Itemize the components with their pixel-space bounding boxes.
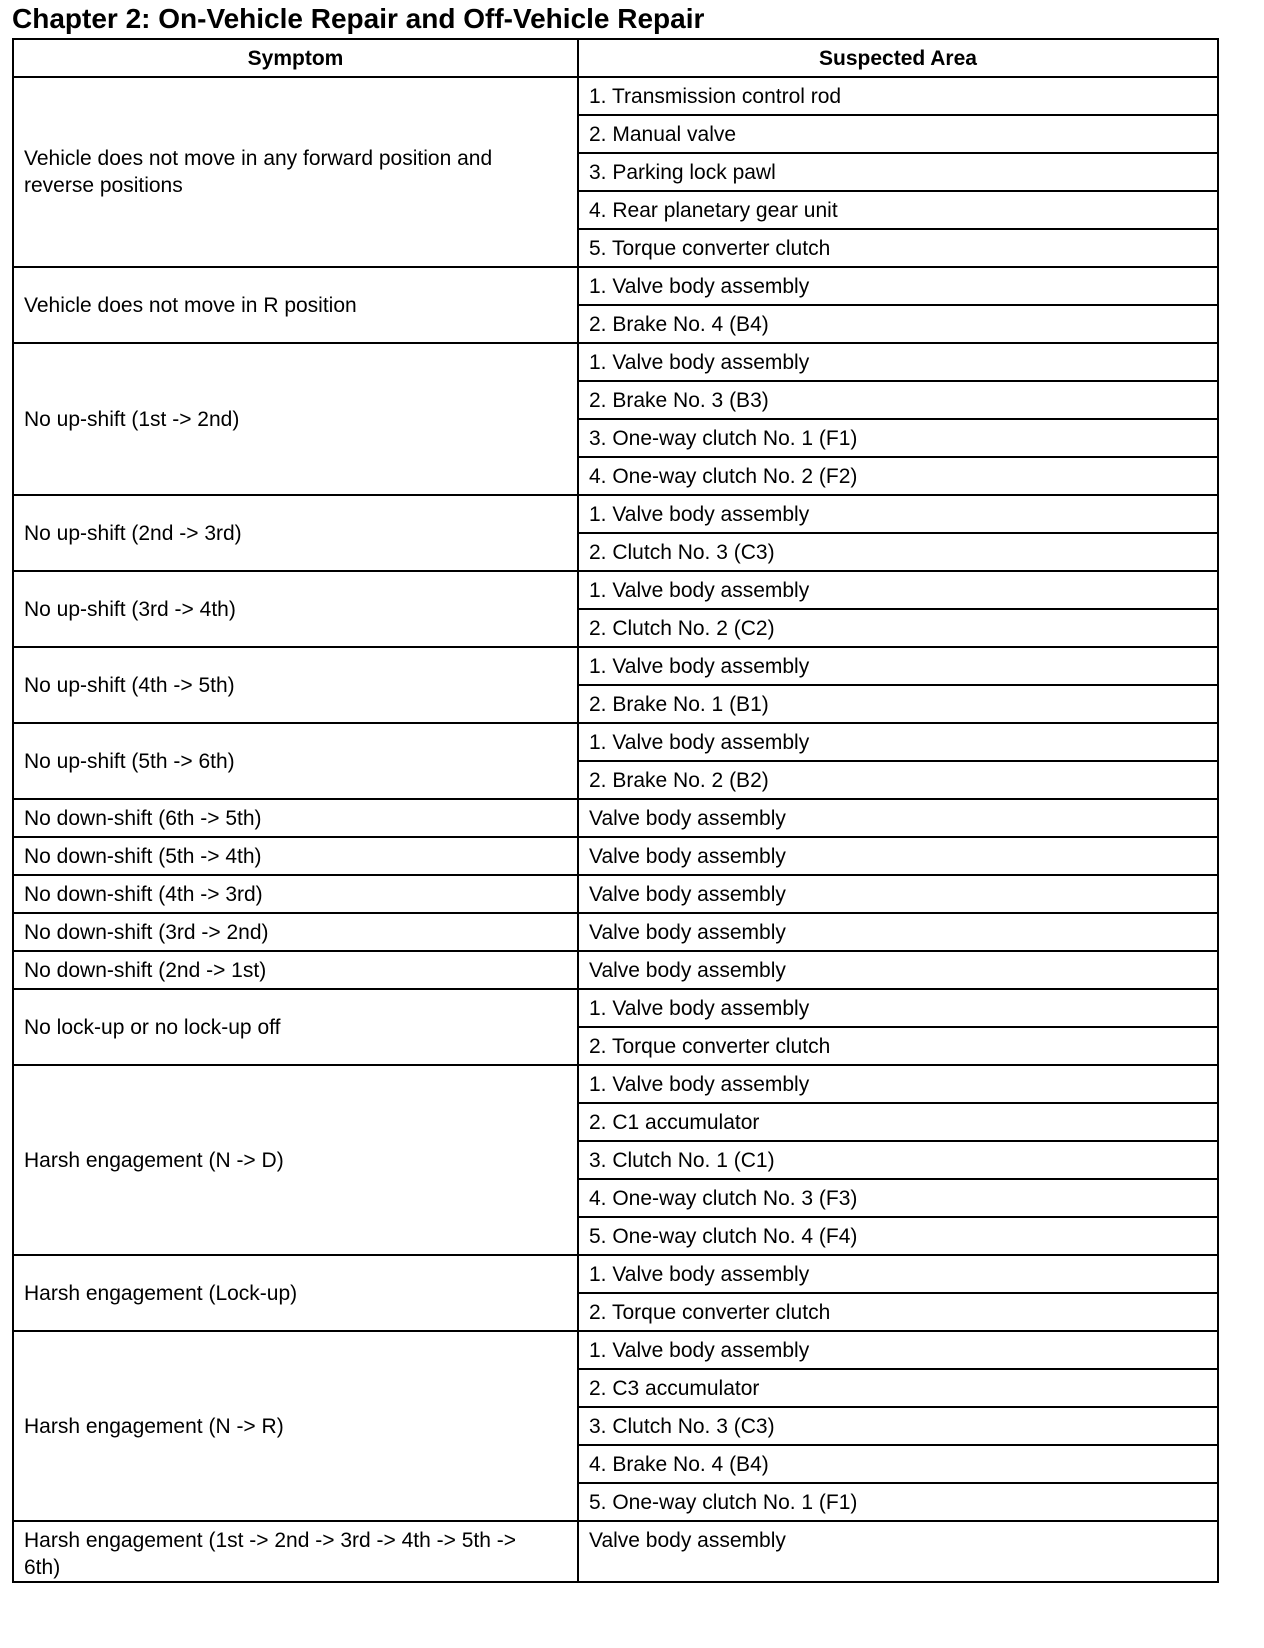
troubleshooting-table xyxy=(12,38,1219,1583)
suspected-area-cell: 4. One-way clutch No. 2 (F2) xyxy=(578,457,1218,495)
suspected-area-cell: 1. Valve body assembly xyxy=(578,1255,1218,1293)
page-title: Chapter 2: On-Vehicle Repair and Off-Vehicle Repair xyxy=(12,3,705,34)
symptom-cell: No up-shift (1st -> 2nd) xyxy=(13,343,578,495)
suspected-area-cell: Valve body assembly xyxy=(578,951,1218,989)
suspected-area-cell: 5. One-way clutch No. 1 (F1) xyxy=(578,1483,1218,1521)
suspected-area-cell: 1. Valve body assembly xyxy=(578,989,1218,1027)
suspected-area-cell: 5. Torque converter clutch xyxy=(578,229,1218,267)
suspected-area-cell: 4. One-way clutch No. 3 (F3) xyxy=(578,1179,1218,1217)
suspected-area-cell: Valve body assembly xyxy=(578,837,1218,875)
suspected-area-cell: 4. Brake No. 4 (B4) xyxy=(578,1445,1218,1483)
suspected-area-cell: 4. Rear planetary gear unit xyxy=(578,191,1218,229)
suspected-area-cell: 2. Brake No. 1 (B1) xyxy=(578,685,1218,723)
suspected-area-cell: 1. Transmission control rod xyxy=(578,77,1218,115)
symptom-cell: Vehicle does not move in any forward position and reverse positions xyxy=(13,77,578,267)
symptom-cell: No up-shift (3rd -> 4th) xyxy=(13,571,578,647)
table-row xyxy=(13,951,1218,989)
symptom-cell: Harsh engagement (1st -> 2nd -> 3rd -> 4th -> 5th -> 6th) xyxy=(13,1521,578,1582)
symptom-cell: Vehicle does not move in R position xyxy=(13,267,578,343)
symptom-cell: No down-shift (2nd -> 1st) xyxy=(13,951,578,989)
table-row xyxy=(13,1065,1218,1103)
suspected-area-cell: Valve body assembly xyxy=(578,875,1218,913)
table-body xyxy=(13,77,1218,1582)
suspected-area-cell: 1. Valve body assembly xyxy=(578,571,1218,609)
table-row xyxy=(13,799,1218,837)
suspected-area-cell: 2. Torque converter clutch xyxy=(578,1027,1218,1065)
suspected-area-cell: 2. Clutch No. 3 (C3) xyxy=(578,533,1218,571)
table-row xyxy=(13,647,1218,685)
symptom-column-header: Symptom xyxy=(13,39,578,77)
symptom-cell: No up-shift (2nd -> 3rd) xyxy=(13,495,578,571)
table-row xyxy=(13,875,1218,913)
table-row xyxy=(13,989,1218,1027)
symptom-cell: No down-shift (6th -> 5th) xyxy=(13,799,578,837)
suspected-area-cell: 1. Valve body assembly xyxy=(578,647,1218,685)
table-header-row xyxy=(13,39,1218,77)
symptom-cell: No lock-up or no lock-up off xyxy=(13,989,578,1065)
suspected-area-cell: 2. Brake No. 4 (B4) xyxy=(578,305,1218,343)
table-row xyxy=(13,1331,1218,1369)
symptom-cell: No down-shift (4th -> 3rd) xyxy=(13,875,578,913)
suspected-area-cell: 2. Brake No. 2 (B2) xyxy=(578,761,1218,799)
suspected-area-cell: 2. Clutch No. 2 (C2) xyxy=(578,609,1218,647)
suspected-area-cell: 3. One-way clutch No. 1 (F1) xyxy=(578,419,1218,457)
symptom-cell: No down-shift (3rd -> 2nd) xyxy=(13,913,578,951)
table-row xyxy=(13,343,1218,381)
suspected-area-cell: 1. Valve body assembly xyxy=(578,343,1218,381)
suspected-area-cell: 1. Valve body assembly xyxy=(578,723,1218,761)
suspected-area-cell: 3. Clutch No. 3 (C3) xyxy=(578,1407,1218,1445)
suspected-area-cell: 1. Valve body assembly xyxy=(578,1065,1218,1103)
table-row xyxy=(13,913,1218,951)
suspected-area-cell: 2. C3 accumulator xyxy=(578,1369,1218,1407)
symptom-cell: Harsh engagement (Lock-up) xyxy=(13,1255,578,1331)
symptom-cell: No down-shift (5th -> 4th) xyxy=(13,837,578,875)
suspected-area-cell: 3. Clutch No. 1 (C1) xyxy=(578,1141,1218,1179)
symptom-cell: Harsh engagement (N -> R) xyxy=(13,1331,578,1521)
table-row xyxy=(13,1255,1218,1293)
table-row xyxy=(13,837,1218,875)
suspected-area-cell: Valve body assembly xyxy=(578,1521,1218,1582)
suspected-area-cell: 1. Valve body assembly xyxy=(578,1331,1218,1369)
symptom-cell: No up-shift (4th -> 5th) xyxy=(13,647,578,723)
table-row xyxy=(13,723,1218,761)
suspected-area-column-header: Suspected Area xyxy=(578,39,1218,77)
suspected-area-cell: 2. Brake No. 3 (B3) xyxy=(578,381,1218,419)
suspected-area-cell: 3. Parking lock pawl xyxy=(578,153,1218,191)
suspected-area-cell: 2. Manual valve xyxy=(578,115,1218,153)
table-row xyxy=(13,267,1218,305)
table-row xyxy=(13,77,1218,115)
suspected-area-cell: Valve body assembly xyxy=(578,799,1218,837)
suspected-area-cell: 1. Valve body assembly xyxy=(578,267,1218,305)
table-row xyxy=(13,495,1218,533)
table-row xyxy=(13,571,1218,609)
symptom-cell: No up-shift (5th -> 6th) xyxy=(13,723,578,799)
symptom-cell: Harsh engagement (N -> D) xyxy=(13,1065,578,1255)
suspected-area-cell: 5. One-way clutch No. 4 (F4) xyxy=(578,1217,1218,1255)
suspected-area-cell: 2. C1 accumulator xyxy=(578,1103,1218,1141)
table-row xyxy=(13,1521,1218,1582)
suspected-area-cell: 2. Torque converter clutch xyxy=(578,1293,1218,1331)
suspected-area-cell: 1. Valve body assembly xyxy=(578,495,1218,533)
suspected-area-cell: Valve body assembly xyxy=(578,913,1218,951)
